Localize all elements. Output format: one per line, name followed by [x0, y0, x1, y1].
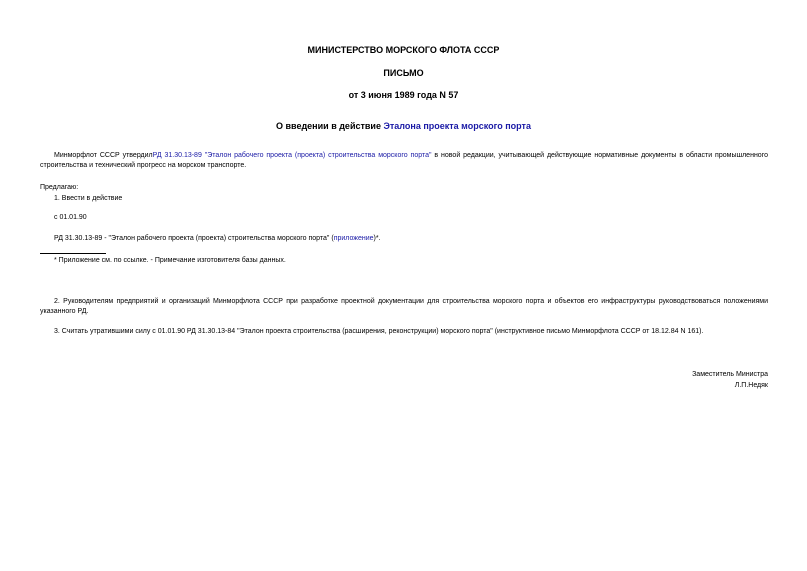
intro-before: Минморфлот СССР утвердил: [54, 152, 153, 159]
propose-label: Предлагаю:: [40, 184, 79, 191]
rd-end: )*.: [373, 235, 381, 242]
rd-line: [54, 234, 381, 244]
signature-block: [692, 369, 768, 391]
footnote: * Приложение см. по ссылке. - Примечание изготовителя базы данных.: [54, 257, 286, 264]
subject-prefix: О введении в действие: [276, 121, 384, 131]
item-3: 3. Считать утратившими силу с 01.01.90 РД 31.30.13-84 "Эталон проекта строительства (расширения, реконструкции) морского порта" (инструктивное письмо Минморфлота СССР от 18.12.84 N 161).: [54, 328, 704, 335]
signature-position: Заместитель Министра: [692, 371, 768, 378]
date-from: с 01.01.90: [54, 214, 87, 221]
intro-paragraph: [40, 151, 768, 171]
doc-type: ПИСЬМО: [383, 68, 424, 78]
subject-line: [0, 121, 807, 131]
item-1: 1. Ввести в действие: [54, 195, 123, 202]
doc-date-number: от 3 июня 1989 года N 57: [348, 90, 459, 100]
rd-text: РД 31.30.13-89 - "Эталон рабочего проекта (проекта) строительства морского порта" (: [54, 235, 334, 242]
signature-name: Л.П.Недяк: [734, 382, 768, 389]
intro-after: в новой редакции, учитывающей действующие нормативные документы в области промышленного строительства и технический прогресс на морском транспорте.: [40, 152, 768, 169]
item-2: 2. Руководителям предприятий и организаций Минморфлота СССР при разработке проектной документации для строительства морского порта и объектов его инфраструктуры руководствоваться положениями указанного РД.: [40, 298, 768, 315]
rd-link-intro[interactable]: РД 31.30.13-89 "Эталон рабочего проекта (проекта) строительства морского порта": [152, 152, 432, 159]
appendix-link[interactable]: приложение: [333, 235, 374, 242]
subject-link[interactable]: Эталона проекта морского порта: [383, 121, 531, 131]
ministry-title: МИНИСТЕРСТВО МОРСКОГО ФЛОТА СССР: [307, 45, 500, 55]
footnote-divider: [40, 253, 106, 254]
